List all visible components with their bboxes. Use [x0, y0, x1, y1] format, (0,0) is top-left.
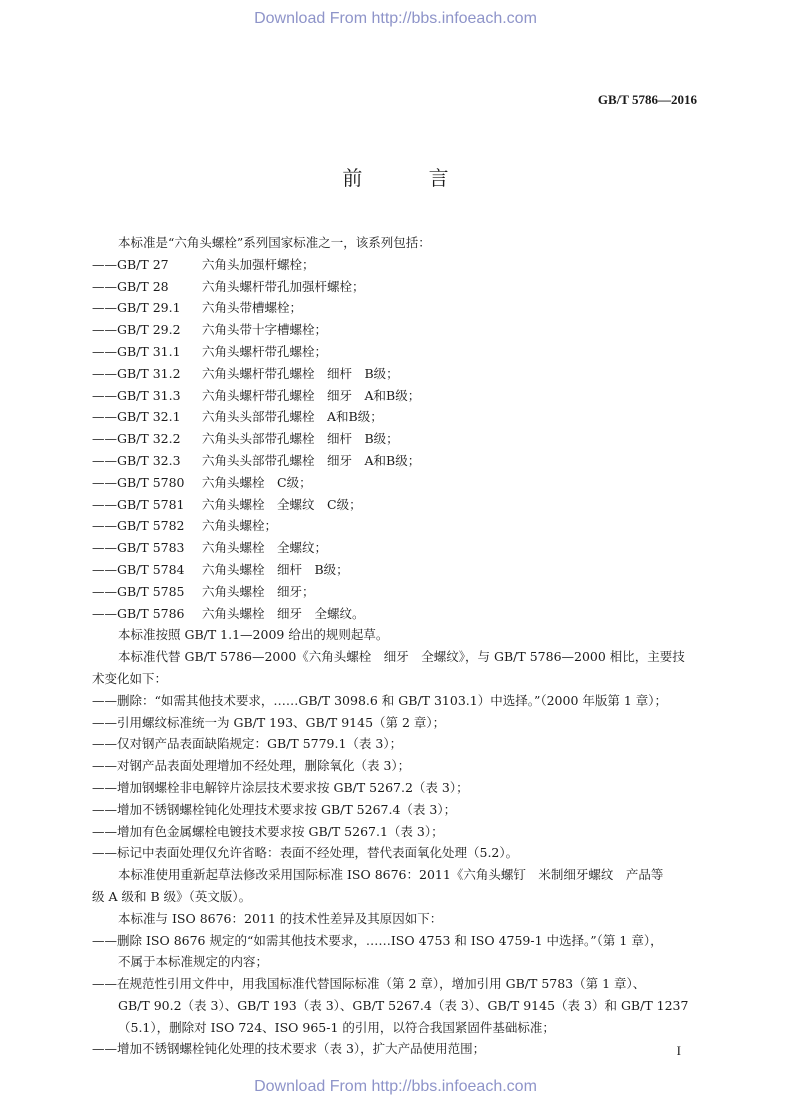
list-item: ——GB/T 31.1 六角头螺杆带孔螺栓；: [92, 343, 328, 359]
list-item: ——标记中表面处理仅允许省略：表面不经处理，替代表面氧化处理（5.2）。: [92, 845, 519, 861]
page-title: 前 言: [342, 166, 479, 190]
list-item-continuation: GB/T 90.2（表 3）、GB/T 193（表 3）、GB/T 5267.4（表 3）、GB/T 9145（表 3）和 GB/T 1237: [118, 997, 689, 1013]
iso-paragraph-line1: 本标准使用重新起草法修改采用国际标准 ISO 8676：2011《六角头螺钉 米制细牙螺纹 产品等: [118, 867, 664, 883]
list-item: ——GB/T 29.2 六角头带十字槽螺栓；: [92, 322, 328, 338]
list-item: ——GB/T 5780 六角头螺栓 C级；: [92, 474, 312, 490]
replace-paragraph-line1: 本标准代替 GB/T 5786—2000《六角头螺栓 细牙 全螺纹》，与 GB/T 5786—2000 相比，主要技: [118, 649, 685, 665]
list-item: ——GB/T 28 六角头螺杆带孔加强杆螺栓；: [92, 278, 365, 294]
list-item: ——GB/T 31.3 六角头螺杆带孔螺栓 细牙 A和B级；: [92, 387, 421, 403]
list-item: ——GB/T 5783 六角头螺栓 全螺纹；: [92, 540, 328, 556]
drafting-paragraph: 本标准按照 GB/T 1.1—2009 给出的规则起草。: [118, 627, 389, 643]
watermark-top: Download From http://bbs.infoeach.com: [254, 10, 537, 27]
list-item-continuation: 不属于本标准规定的内容；: [118, 954, 269, 970]
diffs-list: [92, 930, 708, 1061]
list-item: ——GB/T 5786 六角头螺栓 细牙 全螺纹。: [92, 605, 365, 621]
iso-paragraph-line2: 级 A 级和 B 级》（英文版）。: [92, 888, 252, 904]
list-item: ——GB/T 31.2 六角头螺杆带孔螺栓 细杆 B级；: [92, 365, 399, 381]
list-item: ——GB/T 5785 六角头螺栓 细牙；: [92, 583, 315, 599]
list-item: ——增加不锈钢螺栓钝化处理的技术要求（表 3），扩大产品使用范围；: [92, 1041, 486, 1057]
list-item: ——GB/T 32.1 六角头头部带孔螺栓 A和B级；: [92, 409, 383, 425]
list-item: ——删除：“如需其他技术要求，……GB/T 3098.6 和 GB/T 3103.1）中选择。”（2000 年版第 1 章）；: [92, 692, 668, 708]
list-item: ——增加有色金属螺栓电镀技术要求按 GB/T 5267.1（表 3）；: [92, 823, 444, 839]
list-item: ——GB/T 5782 六角头螺栓；: [92, 518, 278, 534]
list-item: ——仅对钢产品表面缺陷规定：GB/T 5779.1（表 3）；: [92, 736, 403, 752]
watermark-bottom: Download From http://bbs.infoeach.com: [254, 1078, 537, 1095]
standard-code: GB/T 5786—2016: [597, 92, 697, 107]
intro-paragraph: 本标准是“六角头螺栓”系列国家标准之一，该系列包括：: [118, 235, 431, 250]
preface-body: [92, 232, 708, 1060]
list-item: ——对钢产品表面处理增加不经处理，删除氧化（表 3）；: [92, 758, 411, 774]
page-number: I: [676, 1043, 681, 1058]
list-item: ——GB/T 29.1 六角头带槽螺栓；: [92, 300, 303, 316]
list-item: ——增加钢螺栓非电解锌片涂层技术要求按 GB/T 5267.2（表 3）；: [92, 779, 469, 795]
list-item: ——GB/T 5784 六角头螺栓 细杆 B级；: [92, 561, 349, 577]
series-list: [92, 254, 708, 625]
diff-paragraph: 本标准与 ISO 8676：2011 的技术性差异及其原因如下：: [118, 910, 443, 926]
list-item-continuation: （5.1），删除对 ISO 724、ISO 965-1 的引用，以符合我国紧固件基础标准；: [118, 1019, 555, 1035]
list-item: ——删除 ISO 8676 规定的“如需其他技术要求，……ISO 4753 和 ISO 4759-1 中选择。”（第 1 章），: [92, 932, 663, 948]
list-item: ——GB/T 5781 六角头螺栓 全螺纹 C级；: [92, 496, 362, 512]
list-item: ——增加不锈钢螺栓钝化处理技术要求按 GB/T 5267.4（表 3）；: [92, 801, 457, 817]
list-item: ——GB/T 32.2 六角头头部带孔螺栓 细杆 B级；: [92, 431, 399, 447]
replace-paragraph-line2: 术变化如下：: [92, 670, 168, 686]
list-item: ——在规范性引用文件中，用我国标准代替国际标准（第 2 章），增加引用 GB/T 5783（第 1 章）、: [92, 976, 646, 992]
list-item: ——GB/T 32.3 六角头头部带孔螺栓 细牙 A和B级；: [92, 452, 421, 468]
list-item: ——引用螺纹标准统一为 GB/T 193、GB/T 9145（第 2 章）；: [92, 714, 446, 730]
list-item: ——GB/T 27 六角头加强杆螺栓；: [92, 256, 315, 272]
changes-list: [92, 690, 708, 864]
